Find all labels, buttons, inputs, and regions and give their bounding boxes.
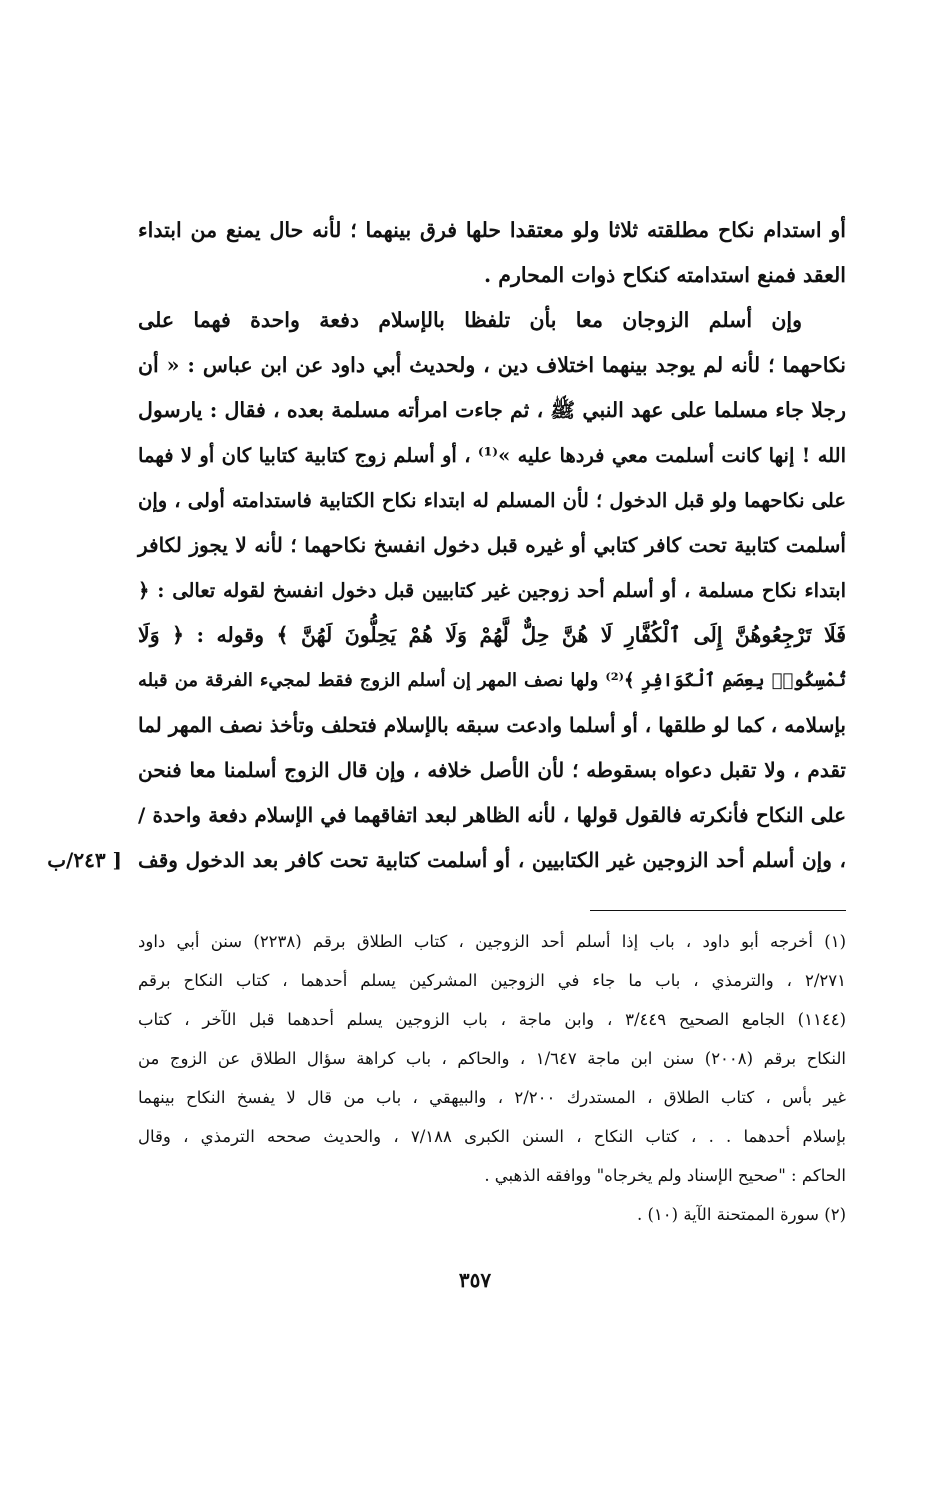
manuscript-folio-marker: [ ٢٤٣/ب — [47, 848, 122, 872]
footnote-line: (١) أخرجه أبو داود ، باب إذا أسلم أحد الزوجين ، كتاب الطلاق برقم (٢٢٣٨) سنن أبي داود — [138, 932, 846, 951]
quran-verse-line: فَلَا تَرْجِعُوهُنَّ إِلَى ٱلْكُفَّارِ لَا هُنَّ حِلٌّ لَّهُمْ وَلَا هُمْ يَحِلُّونَ لَهُنَّ ﴾ وقوله : ﴿ وَلَا — [138, 623, 846, 647]
quran-verse-line: تُمْسِكُوا۟ بِعِصَمِ ٱلْكَوَافِرِ ﴾⁽²⁾ ولها نصف المهر إن أسلم الزوج فقط لمجيء الفرقة من قبله — [138, 670, 846, 691]
footnote-line: (٢) سورة الممتحنة الآية (١٠) . — [636, 1205, 846, 1224]
text-line: ، وإن أسلم أحد الزوجين غير الكتابيين ، أو أسلمت كتابية تحت كافر بعد الدخول وقف — [138, 848, 846, 872]
text-line: تقدم ، ولا تقبل دعواه بسقوطه ؛ لأن الأصل خلافه ، وإن قال الزوج أسلمنا معا فنحن — [138, 758, 846, 782]
footnotes — [138, 922, 846, 1234]
text-line: رجلا جاء مسلما على عهد النبي ﷺ ، ثم جاءت امرأته مسلمة بعده ، فقال : يارسول — [138, 398, 846, 422]
text-line: على النكاح فأنكرته فالقول قولها ، لأنه الظاهر لبعد اتفاقهما في الإسلام دفعة واحدة / — [138, 803, 846, 827]
text-line: بإسلامه ، كما لو طلقها ، أو أسلما وادعت سبقه بالإسلام فتحلف وتأخذ نصف المهر لما — [138, 713, 846, 737]
text-line: أو استدام نكاح مطلقته ثلاثا ولو معتقدا حلها فرق بينهما ؛ لأنه حال يمنع من ابتداء — [138, 218, 846, 242]
footnote-separator — [590, 910, 846, 911]
footnote-line: الحاكم : "صحيح الإسناد ولم يخرجاه" ووافقه الذهبي . — [484, 1166, 846, 1185]
text-line: على نكاحهما ولو قبل الدخول ؛ لأن المسلم له ابتداء نكاح الكتابية فاستدامته أولى ، وإن — [138, 489, 846, 512]
text-line: ابتداء نكاح مسلمة ، أو أسلم أحد زوجين غير كتابيين قبل دخول انفسخ لقوله تعالى : ﴿ — [138, 579, 846, 602]
text-line: أسلمت كتابية تحت كافر كتابي أو غيره قبل دخول انفسخ نكاحهما ؛ لأنه لا يجوز لكافر — [138, 533, 846, 557]
text-line: وإن أسلم الزوجان معا بأن تلفظا بالإسلام دفعة واحدة فهما على — [138, 308, 802, 332]
footnote-line: بإسلام أحدهما . . ، كتاب النكاح ، السنن الكبرى ٧/١٨٨ ، والحديث صححه الترمذي ، وقال — [138, 1127, 846, 1146]
page-number: ٣٥٧ — [458, 1268, 492, 1292]
text-line: نكاحهما ؛ لأنه لم يوجد بينهما اختلاف دين ، ولحديث أبي داود عن ابن عباس : « أن — [138, 353, 846, 377]
footnote-line: النكاح برقم (٢٠٠٨) سنن ابن ماجة ١/٦٤٧ ، والحاكم ، باب كراهة سؤال الطلاق عن الزوج من — [138, 1049, 847, 1068]
main-text — [138, 208, 846, 883]
footnote-line: غير بأس ، كتاب الطلاق ، المستدرك ٢/٢٠٠ ، والبيهقي ، باب من قال لا يفسخ النكاح بينهما — [138, 1088, 846, 1107]
text-line: العقد فمنع استدامته كنكاح ذوات المحارم . — [484, 263, 846, 287]
footnote-line: ٢/٢٧١ ، والترمذي ، باب ما جاء في الزوجين المشركين يسلم أحدهما ، كتاب النكاح برقم — [138, 971, 846, 990]
text-line: الله ! إنها كانت أسلمت معي فردها عليه »⁽¹⁾ ، أو أسلم زوج كتابية كتابيا كان أو لا فهما — [138, 444, 846, 467]
footnote-line: (١١٤٤) الجامع الصحيح ٣/٤٤٩ ، وابن ماجة ، باب الزوجين يسلم أحدهما قبل الآخر ، كتاب — [138, 1010, 846, 1029]
